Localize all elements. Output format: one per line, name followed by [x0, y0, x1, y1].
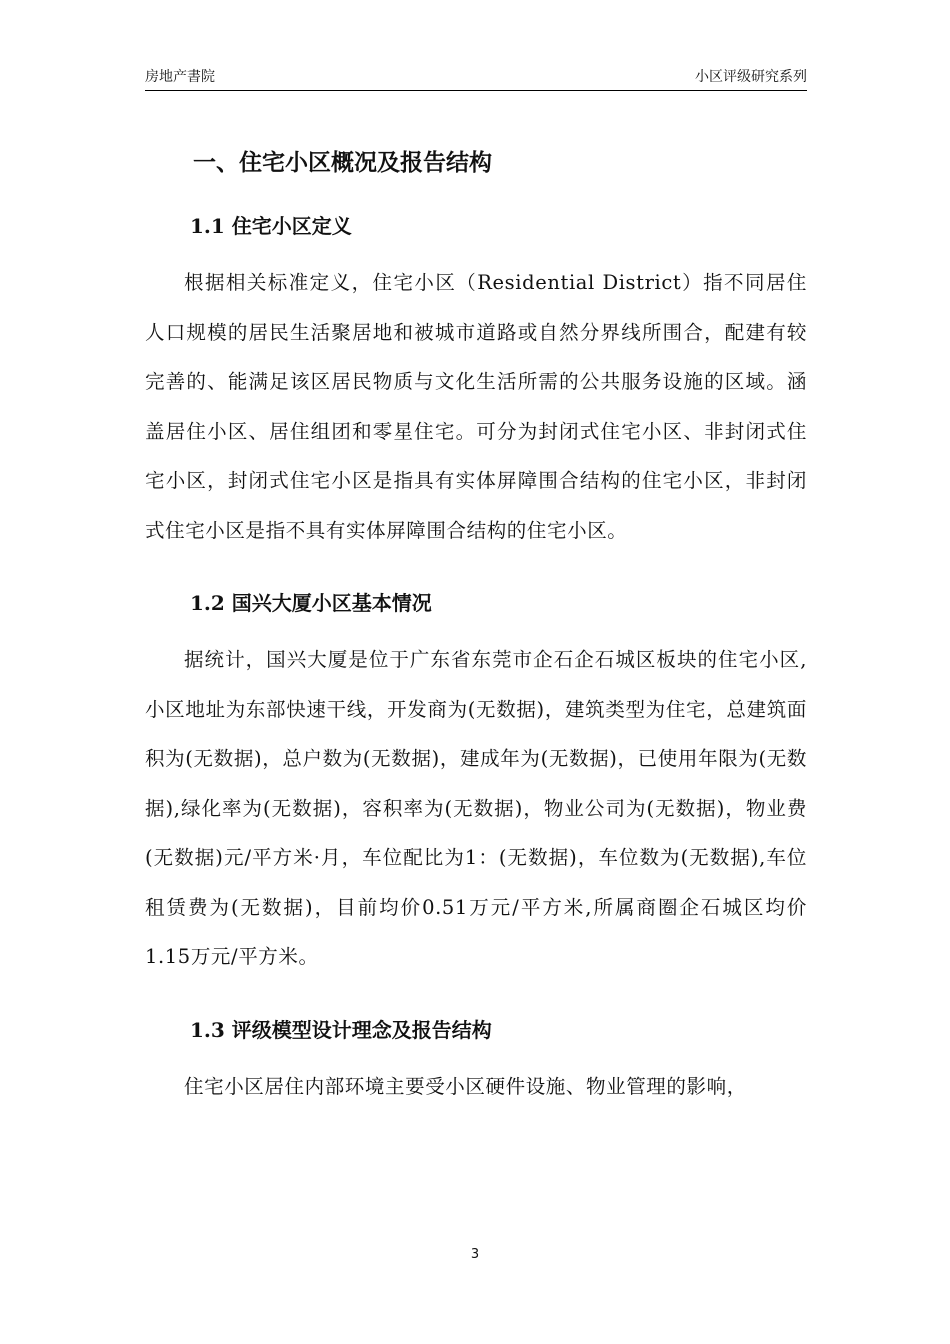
- document-body: [145, 140, 807, 1111]
- section-paragraph-1-2: 据统计，国兴大厦是位于广东省东莞市企石企石城区板块的住宅小区,小区地址为东部快速干线，开发商为(无数据)，建筑类型为住宅，总建筑面积为(无数据)，总户数为(无数据)，建成年为(无数据)，已使用年限为(无数据),绿化率为(无数据)，容积率为(无数据)，物业公司为(无数据)，物业费(无数据)元/平方米·月，车位配比为1：(无数据)，车位数为(无数据),车位租赁费为(无数据)，目前均价0.51万元/平方米,所属商圈企石城区均价1.15万元/平方米。: [145, 648, 807, 968]
- section-title-1-2: 1.2 国兴大厦小区基本情况: [190, 591, 432, 615]
- section-title-1-3: 1.3 评级模型设计理念及报告结构: [190, 1017, 492, 1042]
- page-number: 3: [470, 1247, 480, 1262]
- header-publisher: 房地产書院: [145, 69, 215, 85]
- page-header: [145, 64, 807, 91]
- header-series: 小区评级研究系列: [695, 69, 807, 85]
- section-paragraph-1-3: 住宅小区居住内部环境主要受小区硬件设施、物业管理的影响，: [184, 1074, 747, 1098]
- section-title-1-1: 1.1 住宅小区定义: [190, 214, 352, 238]
- chapter-title: 一、住宅小区概况及报告结构: [193, 149, 492, 176]
- section-paragraph-1-1: 根据相关标准定义，住宅小区（Residential District）指不同居住人口规模的居民生活聚居地和被城市道路或自然分界线所围合，配建有较完善的、能满足该区居民物质与文化生活所需的公共服务设施的区域。涵盖居住小区、居住组团和零星住宅。可分为封闭式住宅小区、非封闭式住宅小区，封闭式住宅小区是指具有实体屏障围合结构的住宅小区，非封闭式住宅小区是指不具有实体屏障围合结构的住宅小区。: [145, 271, 807, 542]
